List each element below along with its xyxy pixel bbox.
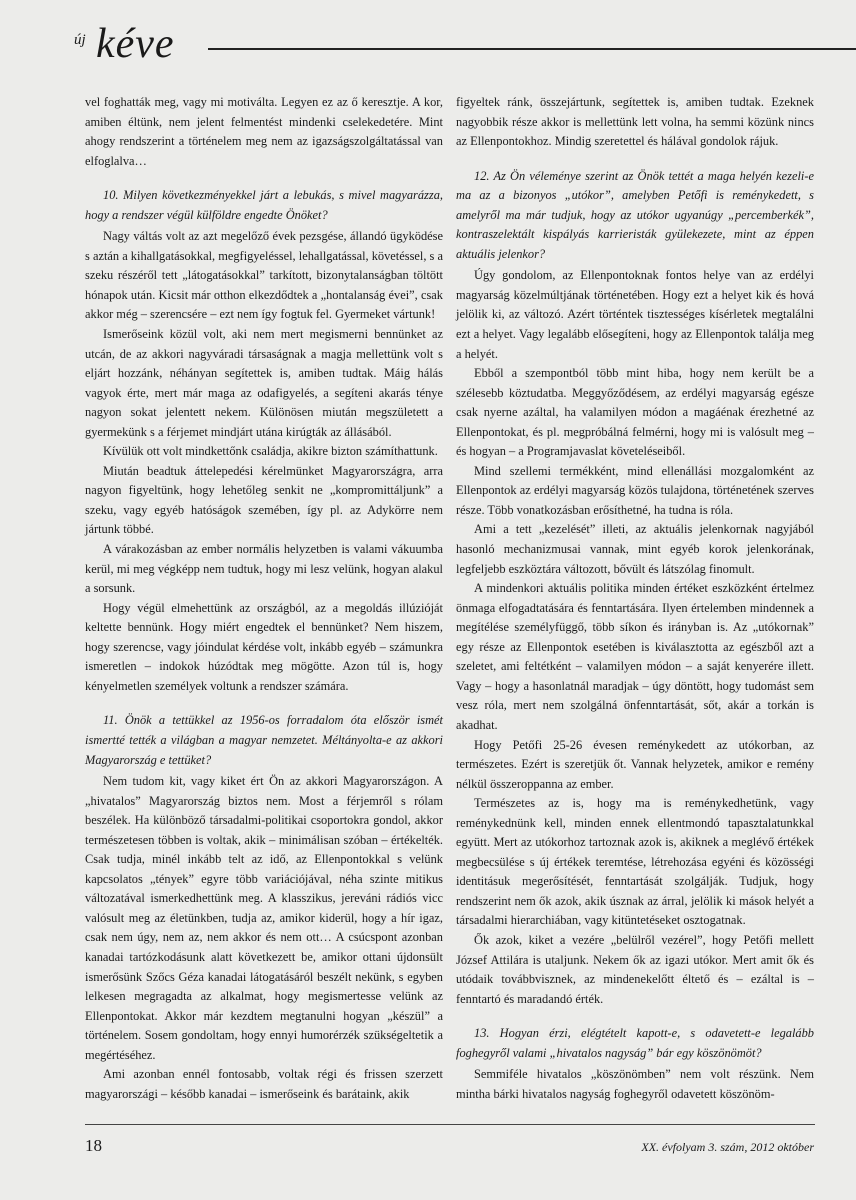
paragraph: A mindenkori aktuális politika minden értéket eszközként értelmez önmaga elfogadtatására és fenntartására. Ilyen értelemben mindennek a megítélése személyfüggő, több síkon és irányban is. Az „utókornak” egy része az Ellenpontok esetében is kiválasztotta az egészből azt a szeletet, ami feltétként – valamilyen módon – a saját kenyerére illett. Vagy – hogy a hasonlatnál maradjak – úgy döntött, hogy tudomást sem vesz róla, mert nem szolgálná önfenntartását, sőt, akár a torkán is akadhat.	[456, 581, 814, 732]
masthead-rule	[208, 48, 856, 50]
page-number: 18	[85, 1136, 102, 1155]
question-12: 12. Az Ön véleménye szerint az Önök tettét a maga helyén kezeli-e ma az a bizonyos „utókor”, amelyben Petőfi is reménykedett, s amelyről ma már tudjuk, hogy az utókor ugyanúgy „percemberkék”, kontraszelektált kispályás karrieristák gyülekezete, mint az éppen aktuális jelenkor?	[456, 168, 814, 261]
paragraph: Úgy gondolom, az Ellenpontoknak fontos helye van az erdélyi magyarság közelmúltjának történetében. Hogy ezt a helyet kik és hová jelölik ki, az változó. Azért történtek tisztességes kísérletek megtalálni ezt a helyet. Vagy legalább elősegíteni, hogy az Ellenpontok találja meg a helyét.	[456, 268, 814, 361]
paragraph: Ebből a szempontból több mint hiba, hogy nem került be a szélesebb köztudatba. Meggyőződésem, az erdélyi magyarság egésze csak nyerne azáltal, ha valamilyen módon a magáénak érezhetné az Ellenpontokat, és pl. megpróbálná felmérni, hogy mi is valósult meg – és hogyan – a Programjavaslat követeléseiből.	[456, 366, 814, 459]
paragraph: Ők azok, kiket a vezére „belülről vezérel”, hogy Petőfi mellett József Attilára is utaljunk. Nekem ők az igazi utókor. Mert amit ők és utódaik továbbvisznek, az mindenekelőtt éltető és – ezáltal is – fenntartó és maradandó érték.	[456, 932, 814, 1006]
paragraph: A várakozásban az ember normális helyzetben is valami vákuumba kerül, mi meg végképp nem tudtuk, hogy mi lesz velünk, hogyan alakul a sorsunk.	[85, 542, 443, 596]
question-11: 11. Önök a tettükkel az 1956-os forradalom óta először ismét ismertté tették a világban a magyar nemzetet. Méltányolta-e az akkori Magyarország e tettüket?	[85, 713, 443, 767]
paragraph: Hogy végül elmehettünk az országból, az a megoldás illúzióját keltette bennünk. Hogy miért engedtek el bennünket? Nem hiszem, hogy szerencse, vagy jóindulat kérdése volt, inkább egyéb – számunkra ismeretlen – indokok húzódtak meg mögötte. Azon túl is, hogy kényelmetlen személyek voltunk a rendszer számára.	[85, 600, 443, 693]
paragraph: Hogy Petőfi 25-26 évesen reménykedett az utókorban, az természetes. Ezért is szeretjük őt. Vannak helyzetek, amikor e remény nélkül összeroppanna az ember.	[456, 737, 814, 791]
question-13: 13. Hogyan érzi, elégtételt kapott-e, s odavetett-e legalább foghegyről valami „hivatalos nagyság” bár egy köszönömöt?	[456, 1026, 814, 1060]
paragraph: Ami a tett „kezelését” illeti, az aktuális jelenkornak nagyjából hasonló mechanizmusai vannak, mint egyéb korok jelenkorának, legfeljebb eszköztára változott, bővült és látszólag finomult.	[456, 522, 814, 576]
paragraph: Nem tudom kit, vagy kiket ért Ön az akkori Magyarországon. A „hivatalos” Magyarország biztos nem. Most a férjemről s rólam beszélek. Ha különböző társadalmi-politikai csoportokra gondol, akkor természetesen többen is voltak, akik – minimálisan szóban – értékelték. Csak tudja, minél inkább telt az idő, az Ellenpontokkal s velünk kapcsolatos „tények” egyre több variációjával, néha szinte mitikus változatával ismerkedhettünk meg. A klasszikus, jereváni rádiós vicc valósult meg az életünkben, tudja az, amikor kiderül, hogy a hír igaz, csak nem úgy, nem az, nem akkor és nem ott… A csúcspont azonban kanadai tartózkodásunk alatt következett be, amikor ottani újdonsült ismerősünk Szőcs Géza kanadai látogatásáról beszélt nekünk, s egyben lelkesen megragadta az alkalmat, hogy megismertesse velünk az Ellenpontokat. Akkor már kezdtem megtanulni hogyan „készül” a történelem. Sosem gondoltam, hogy ennyi humorérzék szükségeltetik a megértéséhez.	[85, 774, 443, 1062]
paragraph: vel foghatták meg, vagy mi motiválta. Legyen ez az ő keresztje. A kor, amiben éltünk, nem jelent felmentést mindenki cselekedetére. Mint ahogy rendszerint a történelem meg nem az igazságszolgáltatással van elfoglalva…	[85, 95, 443, 168]
masthead-prefix: új	[74, 32, 86, 48]
issue-info: XX. évfolyam 3. szám, 2012 október	[641, 1140, 814, 1154]
paragraph: Természetes az is, hogy ma is reménykedhetünk, vagy reménykednünk kell, minden ennek ellentmondó tapasztalatunkkal együtt. Mert az utókorhoz tartoznak azok is, akiknek a meglévő értékek megbecsülése s új értékek teremtése, létrehozása egyéni és közösségi identitásuk megerősítését, fenntartását szolgálják. Tudjuk, hogy rendszerint nem ők azok, akik úsznak az árral, jelölik ki mások helyét a társadalmi hierarchiában, vagy kitüntetéseket osztogatnak.	[456, 796, 814, 928]
question-10: 10. Milyen következményekkel járt a lebukás, s mivel magyarázza, hogy a rendszer végül külföldre engedte Önöket?	[85, 188, 443, 222]
paragraph: Mind szellemi termékként, mind ellenállási mozgalomként az Ellenpontok az erdélyi magyarság közös tulajdona, történetének szerves része. Több vonatkozásban erősíthetné, ha tudna is róla.	[456, 463, 814, 517]
paragraph: figyeltek ránk, összejártunk, segítettek is, amiben tudtak. Ezeknek nagyobbik része akkor is mellettünk lett volna, ha semmi közünk nincs az Ellenpontokhoz. Mindig szeretettel és hálával gondolok rájuk.	[456, 95, 814, 149]
paragraph: Nagy váltás volt az azt megelőző évek pezsgése, állandó ügyködése s aztán a kihallgatásokkal, megfigyeléssel, lehallgatással, követéssel, s a szeku részéről tett „látogatásokkal” tarkított, bizonytalanságban töltött hónapok után. Kicsit már otthon elkezdődtek a „hontalanság évei”, csak akkor még – szerencsére – ezt nem így fogtuk fel. Gyermeket vártunk!	[85, 229, 443, 322]
masthead	[66, 18, 856, 66]
right-column	[456, 93, 814, 1104]
paragraph: Ismerőseink közül volt, aki nem mert megismerni bennünket az utcán, de az akkori nagyváradi társaságnak a magja mellettünk volt s eljárt hozzánk, néhányan segítettek is, amiben tudtak. Máig hálás vagyok érte, mert már maga az odafigyelés, a segíteni akarás ténye nagyon sokat jelentett nekem. Különösen miután megszületett a gyermekünk s a férjemet mindjárt utána kirúgták az állásából.	[85, 327, 443, 439]
paragraph: Miután beadtuk áttelepedési kérelmünket Magyarországra, arra nagyon figyeltünk, hogy lehetőleg senkit ne „kompromittáljunk” a szeku, vagy egyéb hatóságok szemében, így pl. az Adykörre nem jártunk többé.	[85, 463, 443, 537]
masthead-title: kéve	[96, 21, 175, 67]
paragraph: Kívülük ott volt mindkettőnk családja, akikre bizton számíthattunk.	[103, 444, 438, 459]
paragraph: Ami azonban ennél fontosabb, voltak régi és frissen szerzett magyarországi – később kanadai – ismerőseink és barátaink, akik	[85, 1067, 443, 1101]
paragraph: Semmiféle hivatalos „köszönömben” nem volt részünk. Nem mintha bárki hivatalos nagyság foghegyről odavetett köszönöm-	[456, 1067, 814, 1101]
left-column	[85, 93, 443, 1104]
footer-rule	[85, 1124, 815, 1125]
